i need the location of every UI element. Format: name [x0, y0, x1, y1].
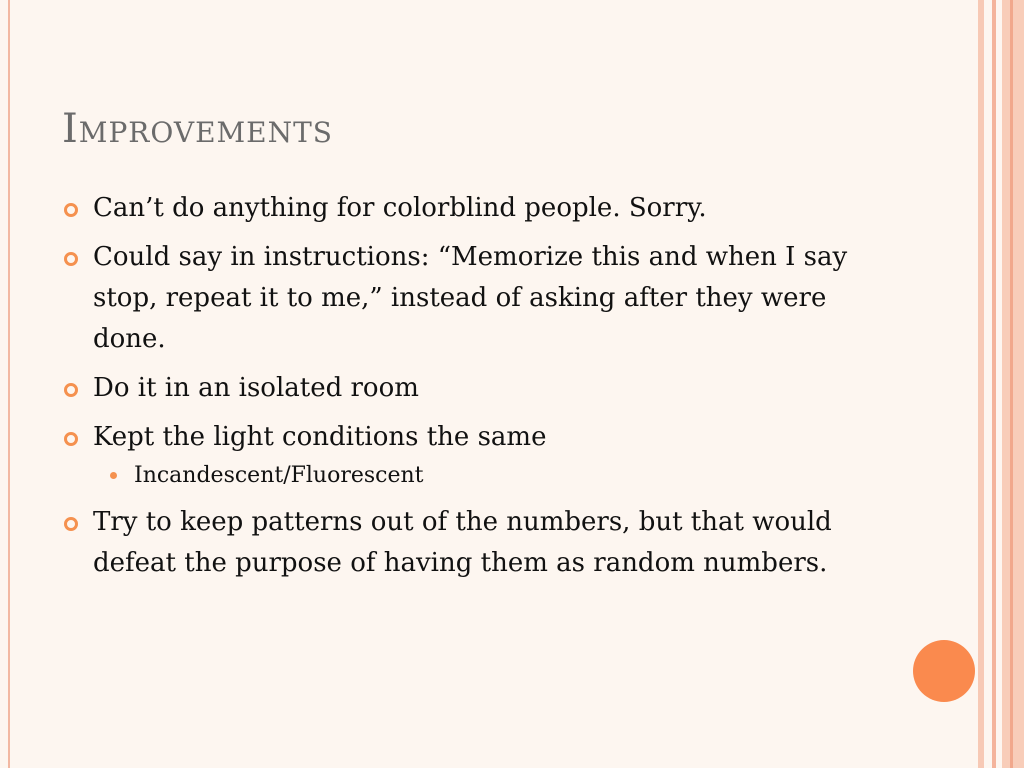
bullet-text: Kept the light conditions the same: [93, 422, 547, 452]
left-border-line: [8, 0, 10, 768]
right-decor-stripe: [1010, 0, 1013, 768]
bullet-ring-icon: [64, 383, 78, 397]
sub-bullet-dot-icon: [110, 472, 117, 479]
bullet-ring-icon: [64, 432, 78, 446]
bullet-item: [62, 417, 892, 458]
bullet-item: [62, 502, 892, 584]
bullet-item: [62, 368, 892, 409]
bullet-item: [62, 188, 892, 229]
bullet-list: [62, 188, 892, 592]
bullet-ring-icon: [64, 517, 78, 531]
bullet-item: [62, 237, 892, 360]
right-decor-gap: [984, 0, 992, 768]
slide-title: Improvements: [62, 106, 333, 152]
bullet-text: Could say in instructions: “Memorize this and when I say stop, repeat it to me,” instead of asking after they were done.: [93, 242, 848, 354]
sub-bullet-item: [134, 458, 892, 494]
bullet-text: Do it in an isolated room: [93, 373, 419, 403]
bullet-ring-icon: [64, 203, 78, 217]
sub-bullet-text: Incandescent/Fluorescent: [134, 463, 424, 488]
orange-circle-decoration: [913, 640, 975, 702]
right-decor-stripe: [1002, 0, 1024, 768]
bullet-text: Can’t do anything for colorblind people. Sorry.: [93, 193, 707, 223]
bullet-ring-icon: [64, 252, 78, 266]
bullet-text: Try to keep patterns out of the numbers, but that would defeat the purpose of having them as random numbers.: [93, 507, 832, 578]
